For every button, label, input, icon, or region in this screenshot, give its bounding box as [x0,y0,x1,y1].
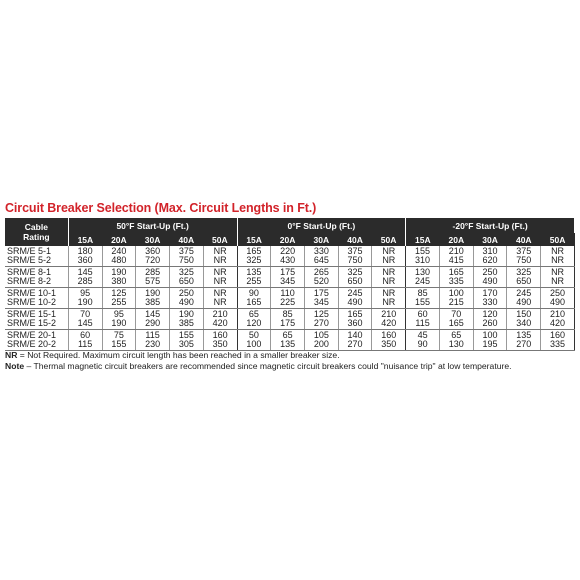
length-value: 95 [80,287,91,298]
length-value: 285 [77,276,93,286]
length-cell [473,246,507,267]
length-cell [439,288,473,309]
length-value: 245 [516,287,532,298]
amp-header: 40A [338,233,372,246]
length-value: 170 [482,287,498,298]
length-cell [541,288,575,309]
note-thermal [5,361,575,372]
length-value: 75 [113,329,124,340]
length-cell [473,267,507,288]
cable-rating: SRM/E 20-2 [7,339,57,349]
length-value: 430 [280,255,296,265]
length-value: 135 [516,329,532,340]
length-value: NR [213,276,227,286]
length-cell [439,330,473,351]
length-value: 165 [246,297,262,307]
length-cell [102,309,136,330]
cable-rating-cell [5,330,68,351]
length-value: 335 [448,276,464,286]
length-value: 240 [111,245,127,256]
length-cell [304,309,338,330]
length-value: 95 [113,308,124,319]
length-value: 155 [111,339,127,349]
length-cell [372,309,406,330]
length-value: 90 [417,339,428,349]
length-value: 140 [347,329,363,340]
cable-rating: SRM/E 15-2 [7,318,57,328]
length-value: 50 [248,329,259,340]
length-cell [102,330,136,351]
length-cell [406,288,440,309]
length-cell [406,330,440,351]
length-value: 135 [246,266,262,277]
length-value: 60 [417,308,428,319]
length-cell [237,246,271,267]
length-value: 310 [482,245,498,256]
length-value: 645 [313,255,329,265]
length-value: NR [551,266,565,277]
length-value: 160 [381,329,397,340]
length-cell [338,309,372,330]
length-value: 650 [178,276,194,286]
length-cell [473,309,507,330]
length-value: 270 [347,339,363,349]
cable-rating: SRM/E 8-1 [7,266,52,277]
length-value: 415 [448,255,464,265]
length-value: 490 [347,297,363,307]
amp-header: 20A [102,233,136,246]
length-cell [203,246,237,267]
length-value: 360 [347,318,363,328]
length-value: 125 [111,287,127,298]
length-cell [304,267,338,288]
length-cell [237,330,271,351]
length-value: 175 [280,318,296,328]
length-value: 250 [482,266,498,277]
length-cell [338,267,372,288]
amp-header: 15A [406,233,440,246]
length-value: 90 [248,287,259,298]
length-value: 200 [313,339,329,349]
cable-rating: SRM/E 20-1 [7,329,57,340]
length-cell [406,246,440,267]
cable-rating: SRM/E 5-2 [7,255,52,265]
length-value: 750 [178,255,194,265]
length-cell [541,309,575,330]
length-value: 195 [482,339,498,349]
length-value: 155 [178,329,194,340]
note-text: – Thermal magnetic circuit breakers are recommended since magnetic circuit breakers could "nuisance trip" at low temperature. [24,361,512,371]
length-value: 155 [415,245,431,256]
length-value: 190 [145,287,161,298]
length-value: 155 [415,297,431,307]
length-cell [169,246,203,267]
length-value: 480 [111,255,127,265]
length-cell [68,267,102,288]
length-value: 85 [282,308,293,319]
amp-header: 30A [473,233,507,246]
amp-header: 30A [304,233,338,246]
note-nr-text: = Not Required. Maximum circuit length has been reached in a smaller breaker size. [17,350,340,360]
length-cell [136,288,170,309]
length-value: 160 [212,329,228,340]
length-value: 285 [145,266,161,277]
notes [5,350,575,372]
length-value: 490 [516,297,532,307]
length-cell [439,309,473,330]
length-value: 720 [145,255,161,265]
length-value: NR [382,266,396,277]
length-value: 65 [451,329,462,340]
length-value: 310 [415,255,431,265]
length-value: NR [551,245,565,256]
length-cell [136,267,170,288]
amp-header: 40A [507,233,541,246]
length-value: NR [382,287,396,298]
group-header-50f: 50°F Start-Up (Ft.) [68,218,237,233]
length-value: 110 [280,287,295,298]
length-value: 45 [417,329,428,340]
length-cell [169,330,203,351]
length-value: 100 [246,339,262,349]
length-value: 250 [178,287,194,298]
length-cell [304,330,338,351]
length-value: 150 [516,308,532,319]
length-value: 125 [313,308,329,319]
cable-rating: SRM/E 15-1 [7,308,57,319]
length-value: 130 [415,266,431,277]
length-cell [237,309,271,330]
length-cell [372,246,406,267]
length-cell [68,330,102,351]
group-header-0f: 0°F Start-Up (Ft.) [237,218,406,233]
length-value: NR [551,276,565,286]
length-cell [304,288,338,309]
length-cell [406,267,440,288]
length-value: 650 [516,276,532,286]
note-label: Note [5,361,25,371]
length-value: 115 [145,329,160,340]
length-value: 575 [145,276,161,286]
length-cell [203,309,237,330]
cable-rating: SRM/E 5-1 [7,245,52,256]
cable-rating-header-line2: Rating [23,232,50,242]
length-value: 650 [347,276,363,286]
amp-header: 50A [203,233,237,246]
length-cell [136,246,170,267]
length-value: 65 [248,308,259,319]
length-value: NR [382,255,396,265]
length-cell [338,288,372,309]
length-value: 215 [448,297,464,307]
amp-header: 20A [439,233,473,246]
length-cell [507,330,541,351]
length-value: 175 [280,266,296,277]
length-value: 490 [482,276,498,286]
length-value: NR [213,297,227,307]
length-value: 230 [145,339,161,349]
amp-header: 30A [136,233,170,246]
length-value: 270 [516,339,532,349]
length-value: 750 [516,255,532,265]
cable-rating-cell [5,267,68,288]
length-value: 70 [451,308,462,319]
length-value: 100 [482,329,498,340]
length-value: NR [213,255,227,265]
length-cell [507,288,541,309]
length-value: 115 [415,318,430,328]
length-value: 165 [347,308,363,319]
length-value: 60 [80,329,91,340]
length-value: 210 [550,308,566,319]
length-cell [237,288,271,309]
length-cell [541,246,575,267]
length-cell [507,246,541,267]
amp-header: 20A [271,233,305,246]
amp-header: 50A [372,233,406,246]
length-cell [102,288,136,309]
length-value: 345 [313,297,329,307]
length-value: 190 [178,308,194,319]
length-cell [338,330,372,351]
amp-header: 15A [68,233,102,246]
length-value: 255 [111,297,127,307]
group-header-minus20f: -20°F Start-Up (Ft.) [406,218,575,233]
length-value: 350 [381,339,397,349]
length-cell [203,330,237,351]
length-value: 165 [448,318,464,328]
length-value: 180 [77,245,93,256]
length-value: 340 [516,318,532,328]
length-value: NR [382,297,396,307]
length-value: 420 [381,318,397,328]
length-value: 345 [280,276,296,286]
length-value: 120 [246,318,262,328]
length-value: 175 [313,287,329,298]
length-cell [338,246,372,267]
length-value: 290 [145,318,161,328]
table-title: Circuit Breaker Selection (Max. Circuit Lengths in Ft.) [5,201,317,215]
length-cell [237,267,271,288]
length-cell [372,330,406,351]
length-value: 375 [347,245,363,256]
length-value: 325 [347,266,363,277]
length-value: 100 [448,287,464,298]
length-value: 210 [448,245,464,256]
length-value: NR [382,276,396,286]
length-cell [507,267,541,288]
length-cell [136,309,170,330]
length-cell [68,288,102,309]
length-value: 360 [145,245,161,256]
length-value: 190 [111,266,127,277]
length-value: 130 [448,339,464,349]
length-cell [102,267,136,288]
length-value: NR [213,245,227,256]
length-value: NR [213,266,227,277]
length-cell [372,267,406,288]
cable-rating: SRM/E 10-1 [7,287,57,298]
length-value: 210 [381,308,397,319]
table-row [5,246,575,267]
length-value: 135 [280,339,296,349]
length-cell [473,330,507,351]
length-cell [271,309,305,330]
length-value: 210 [212,308,228,319]
length-value: 420 [212,318,228,328]
cable-rating: SRM/E 10-2 [7,297,57,307]
length-value: 120 [482,308,498,319]
length-value: 380 [111,276,127,286]
note-nr [5,350,575,361]
length-value: 330 [313,245,329,256]
length-value: 620 [482,255,498,265]
length-cell [271,267,305,288]
cable-rating-header-line1: Cable [24,222,48,232]
length-cell [372,288,406,309]
length-cell [439,267,473,288]
cable-rating-cell [5,246,68,267]
length-value: 65 [282,329,293,340]
length-value: 490 [550,297,566,307]
length-value: 190 [77,297,93,307]
table-row [5,267,575,288]
amp-header: 40A [169,233,203,246]
length-value: 145 [77,318,93,328]
length-value: 385 [178,318,194,328]
length-value: 105 [313,329,329,340]
length-cell [473,288,507,309]
length-value: 325 [246,255,262,265]
length-value: 165 [448,266,464,277]
length-cell [271,288,305,309]
length-cell [541,267,575,288]
length-value: 330 [482,297,498,307]
length-cell [541,330,575,351]
length-value: 255 [246,276,262,286]
length-value: NR [213,287,227,298]
length-cell [271,330,305,351]
length-value: 265 [313,266,329,277]
length-value: 85 [417,287,428,298]
length-value: 260 [482,318,498,328]
length-value: 145 [77,266,93,277]
length-value: 360 [77,255,93,265]
length-value: 160 [550,329,566,340]
length-value: 245 [415,276,431,286]
amp-header: 50A [541,233,575,246]
length-value: 325 [516,266,532,277]
length-cell [169,267,203,288]
length-cell [169,309,203,330]
table-row [5,309,575,330]
length-value: NR [551,255,565,265]
length-value: 750 [347,255,363,265]
length-value: 70 [80,308,91,319]
length-cell [304,246,338,267]
length-cell [271,246,305,267]
length-cell [507,309,541,330]
length-value: 375 [178,245,194,256]
length-value: 220 [280,245,296,256]
length-value: 245 [347,287,363,298]
length-value: 270 [313,318,329,328]
length-value: 350 [212,339,228,349]
length-value: 250 [550,287,566,298]
length-cell [439,246,473,267]
length-cell [102,246,136,267]
length-cell [68,246,102,267]
length-value: 190 [111,318,127,328]
length-cell [203,267,237,288]
length-value: 520 [313,276,329,286]
circuit-breaker-table [5,218,575,351]
length-value: 145 [145,308,161,319]
length-value: 385 [145,297,161,307]
length-value: 420 [550,318,566,328]
length-value: 325 [178,266,194,277]
length-value: 115 [77,339,93,349]
length-value: 490 [178,297,194,307]
table-row [5,330,575,351]
length-cell [169,288,203,309]
cable-rating-header [5,218,68,246]
length-cell [203,288,237,309]
length-value: 335 [550,339,566,349]
cable-rating-cell [5,288,68,309]
note-nr-label: NR [5,350,18,360]
table-row [5,288,575,309]
amp-header: 15A [237,233,271,246]
length-cell [68,309,102,330]
cable-rating: SRM/E 8-2 [7,276,52,286]
length-cell [406,309,440,330]
length-value: 305 [178,339,194,349]
length-value: NR [382,245,396,256]
length-value: 165 [246,245,262,256]
length-cell [136,330,170,351]
length-value: 225 [280,297,296,307]
length-value: 375 [516,245,532,256]
cable-rating-cell [5,309,68,330]
